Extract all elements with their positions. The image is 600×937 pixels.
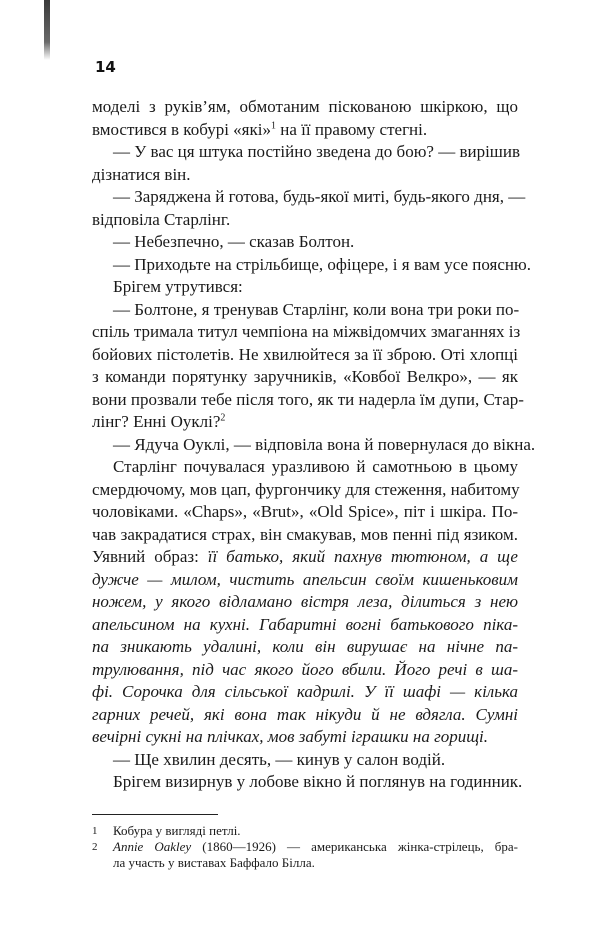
text-line-content: вони прозвали тебе після того, як ти надерла їм дупи, Стар- [92, 389, 524, 409]
text-line [92, 389, 524, 412]
page-number: 14 [95, 58, 116, 76]
text-line [92, 299, 518, 322]
footnote [92, 839, 518, 871]
italic-text: її батько, який пахнув тютюном, а ще [207, 547, 518, 566]
text-line-content: вечірні сукні на плічках, мов забуті іграшки на горищі. [92, 727, 489, 746]
footnote-number: 2 [92, 841, 98, 853]
text-line [92, 546, 518, 569]
text-line-content: чоловіками. «Chaps», «Brut», «Old Spice», піт і шкіра. По- [92, 502, 518, 521]
text-line-content: ножем, у якого відламано вістря леза, ділиться з нею [92, 592, 518, 611]
text-line [92, 164, 518, 187]
text-line-content: відповіла Старлінг. [92, 209, 231, 229]
text-line-content: вмостився в кобурі «які» [92, 119, 271, 139]
text-line [92, 524, 518, 547]
text-line [92, 411, 518, 434]
text-line [92, 726, 518, 749]
text-line [92, 344, 518, 367]
text-line [92, 501, 518, 524]
text-line-content: Брігем визирнув у лобове вікно й поглянув на годинник. [113, 772, 523, 791]
text-line-content: гарних речей, які вона так нікуди й не вдягла. Сумні [92, 704, 518, 724]
text-line [92, 96, 518, 119]
footnote [92, 823, 518, 839]
text-line [92, 591, 518, 614]
text-line [92, 209, 518, 232]
text-line [92, 614, 518, 637]
text-line-content: — Болтоне, я тренував Старлінг, коли вона три роки по- [113, 299, 520, 319]
text-line [92, 749, 518, 772]
text-line-content: — Ядуча Оуклі, — відповіла вона й повернулася до вікна. [113, 434, 536, 454]
text-line-content: моделі з руків’ям, обмотаним піскованою шкіркою, що [92, 97, 518, 116]
text-line-content: з команди порятунку заручників, «Ковбої Велкро», — як [92, 367, 518, 386]
text-line-content: смердючому, мов цап, фургончику для стеження, набитому [92, 479, 520, 499]
text-line-content: — Заряджена й готова, будь-якої миті, будь-якого дня, — [113, 187, 526, 206]
text-line [92, 636, 518, 659]
footnote-ref: 1 [270, 119, 276, 131]
text-line-content: чав закрадатися страх, він смакував, мов пенні під язиком. [92, 524, 518, 544]
text-line-content: дужче — милом, чистить апельсин своїм кишеньковим [92, 569, 518, 589]
footnote-text [113, 839, 518, 855]
text-line [92, 456, 518, 479]
text-line-content: лінг? Енні Оуклі? [92, 412, 221, 431]
text-line-continuation: на її правому стегні. [275, 119, 428, 139]
text-line [92, 254, 531, 277]
text-line [92, 681, 518, 704]
text-line-content: Брігем утрутився: [113, 277, 243, 296]
text-line-content: апельсином на кухні. Габаритні вогні батькового піка- [92, 614, 518, 634]
footnote-ref: 2 [220, 412, 226, 424]
text-line [92, 704, 518, 727]
text-line [92, 434, 536, 457]
footnote-rule [92, 814, 218, 815]
text-line-content: Старлінг почувалася уразливою й самотньою в цьому [113, 457, 518, 476]
footnote-text [113, 855, 518, 871]
text-line-content: трулювання, під час якого його вбили. Його речі в ша- [92, 659, 518, 679]
text-line [92, 479, 518, 502]
text-line-content: — У вас ця штука постійно зведена до бою? — вирішив [113, 142, 521, 161]
text-line-content: — Ще хвилин десять, — кинув у салон водій. [113, 749, 446, 769]
text-line [92, 366, 518, 389]
text-line [92, 321, 521, 344]
text-line [92, 119, 518, 142]
text-line-content: дізнатися він. [92, 164, 191, 184]
text-line [92, 276, 518, 299]
text-line-content: — Небезпечно, — сказав Болтон. [113, 232, 355, 251]
text-line [92, 659, 518, 682]
footnote-body: ла участь у виставах Баффало Білла. [113, 855, 315, 870]
footnote-body: (1860—1926) — американська жінка-стрілець, бра- [191, 839, 518, 854]
text-line [92, 186, 526, 209]
body-text [92, 96, 536, 794]
footnote-text: Кобура у вигляді петлі. [113, 823, 241, 838]
text-line [92, 569, 518, 592]
footnote-number: 1 [92, 825, 98, 837]
text-line-content: — Приходьте на стрільбище, офіцере, і я вам усе поясню. [113, 254, 531, 274]
text-line [92, 231, 518, 254]
footnotes [92, 814, 518, 871]
text-line-content: па зникають удалині, коли він вирушає на нічне па- [92, 637, 518, 656]
text-line [92, 771, 523, 794]
text-line [92, 141, 521, 164]
footnote-italic: Annie Oakley [113, 839, 192, 854]
text-line-content: фі. Сорочка для сільської кадрилі. У її шафі — кілька [92, 682, 518, 701]
page-edge-mark [44, 0, 50, 60]
text-line-content: спіль тримала титул чемпіона на міжвідомчих змаганнях із [92, 322, 521, 341]
text-line-content: Уявний образ: [92, 547, 208, 566]
text-line-content: бойових пістолетів. Не хвилюйтеся за її зброю. Оті хлопці [92, 344, 518, 364]
